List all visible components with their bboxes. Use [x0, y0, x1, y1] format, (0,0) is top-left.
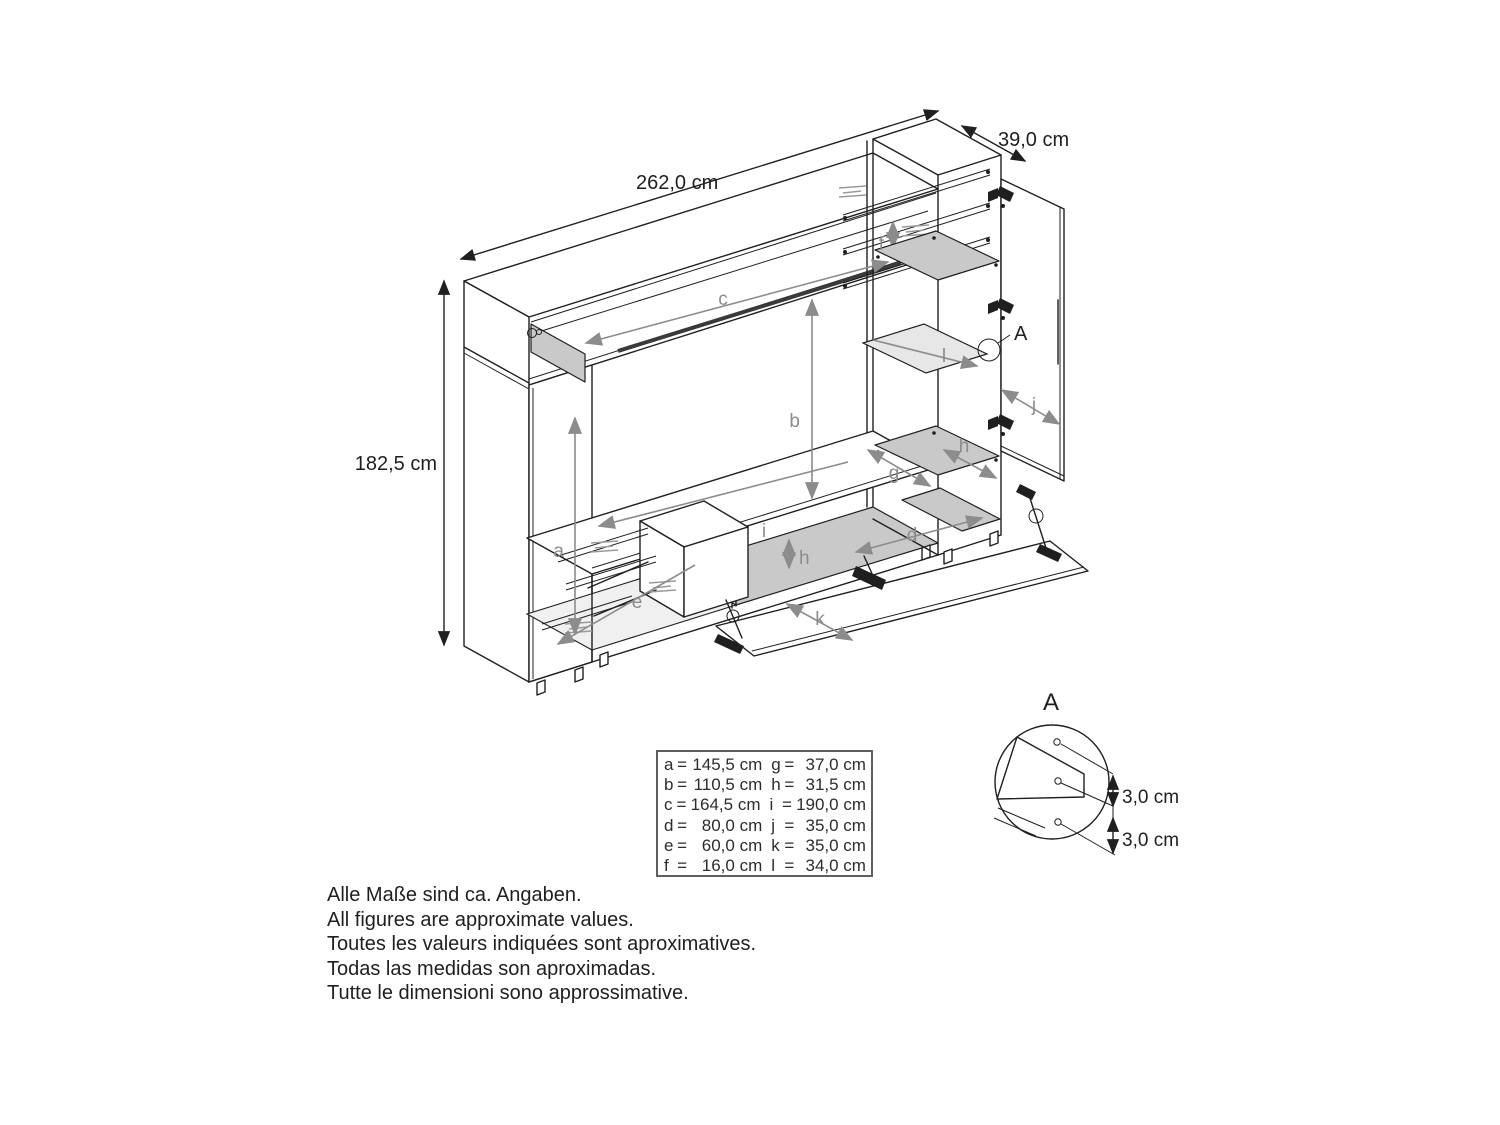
legend-value: 60,0 cm — [701, 835, 763, 855]
legend-value: 145,5 cm — [692, 755, 763, 774]
label-h2: h — [958, 436, 970, 457]
legend-row — [664, 856, 866, 876]
dimension-height — [355, 281, 444, 645]
equals-sign: = — [677, 775, 688, 795]
measurement-legend — [656, 750, 873, 877]
label-c: c — [718, 289, 728, 310]
legend-value: 110,5 cm — [693, 775, 763, 795]
equals-sign: = — [784, 835, 795, 855]
legend-value: 16,0 cm — [701, 856, 763, 876]
legend-value: 164,5 cm — [690, 795, 761, 815]
label-d: d — [906, 525, 918, 546]
detail-marker-label: A — [1014, 323, 1028, 345]
legend-key: i — [769, 795, 774, 815]
legend-value: 31,5 cm — [805, 775, 866, 795]
legend-key: c — [664, 795, 673, 815]
note-en: All figures are approximate values. — [327, 908, 634, 931]
label-f: f — [878, 234, 884, 255]
equals-sign: = — [677, 815, 688, 835]
legend-value: 35,0 cm — [805, 835, 866, 855]
label-g: g — [888, 463, 900, 484]
detail-a-dim-bottom: 3,0 cm — [1122, 830, 1180, 851]
equals-sign: = — [784, 755, 795, 774]
equals-sign: = — [676, 795, 687, 815]
equals-sign: = — [677, 856, 688, 876]
legend-value: 80,0 cm — [701, 815, 763, 835]
note-it: Tutte le dimensioni sono approssimative. — [327, 982, 689, 1005]
legend-key: d — [664, 815, 674, 835]
label-i: i — [761, 521, 767, 542]
dimension-width-value: 262,0 cm — [636, 172, 719, 194]
dimension-height-value: 182,5 cm — [354, 453, 437, 475]
detail-a-title: A — [1042, 689, 1060, 716]
legend-value: 34,0 cm — [805, 856, 866, 876]
detail-a — [994, 689, 1179, 855]
label-e: e — [631, 592, 643, 613]
label-j: j — [1031, 395, 1037, 416]
legend-key: a — [664, 755, 674, 774]
legend-row — [664, 795, 866, 815]
legend-key: l — [771, 856, 776, 876]
legend-key: h — [771, 775, 781, 795]
legend-key: j — [771, 815, 776, 835]
detail-a-dim-top: 3,0 cm — [1122, 787, 1180, 808]
equals-sign: = — [781, 795, 792, 815]
equals-sign: = — [677, 755, 688, 774]
note-de: Alle Maße sind ca. Angaben. — [327, 884, 582, 906]
dimension-depth-value: 39,0 cm — [998, 129, 1070, 151]
label-a: a — [553, 541, 564, 562]
legend-row — [664, 755, 866, 775]
legend-value: 190,0 cm — [796, 795, 866, 815]
legend-value: 35,0 cm — [805, 815, 866, 835]
label-k: k — [815, 609, 825, 630]
legend-key: b — [664, 775, 674, 795]
label-h: h — [799, 548, 810, 569]
legend-value: 37,0 cm — [805, 755, 866, 774]
equals-sign: = — [677, 835, 688, 855]
label-b: b — [789, 411, 800, 432]
equals-sign: = — [784, 856, 795, 876]
legend-row — [664, 836, 866, 856]
label-l: l — [941, 346, 947, 367]
legend-key: f — [664, 856, 669, 876]
legend-key: k — [771, 835, 780, 855]
approximate-values-notes — [327, 883, 756, 1006]
note-fr: Toutes les valeurs indiquées sont aproximatives. — [327, 933, 757, 956]
legend-row — [664, 816, 866, 836]
equals-sign: = — [784, 815, 795, 835]
legend-row — [664, 775, 866, 795]
legend-key: e — [664, 835, 674, 855]
legend-key: g — [771, 755, 781, 774]
equals-sign: = — [784, 775, 795, 795]
note-es: Todas las medidas son aproximadas. — [327, 957, 657, 980]
